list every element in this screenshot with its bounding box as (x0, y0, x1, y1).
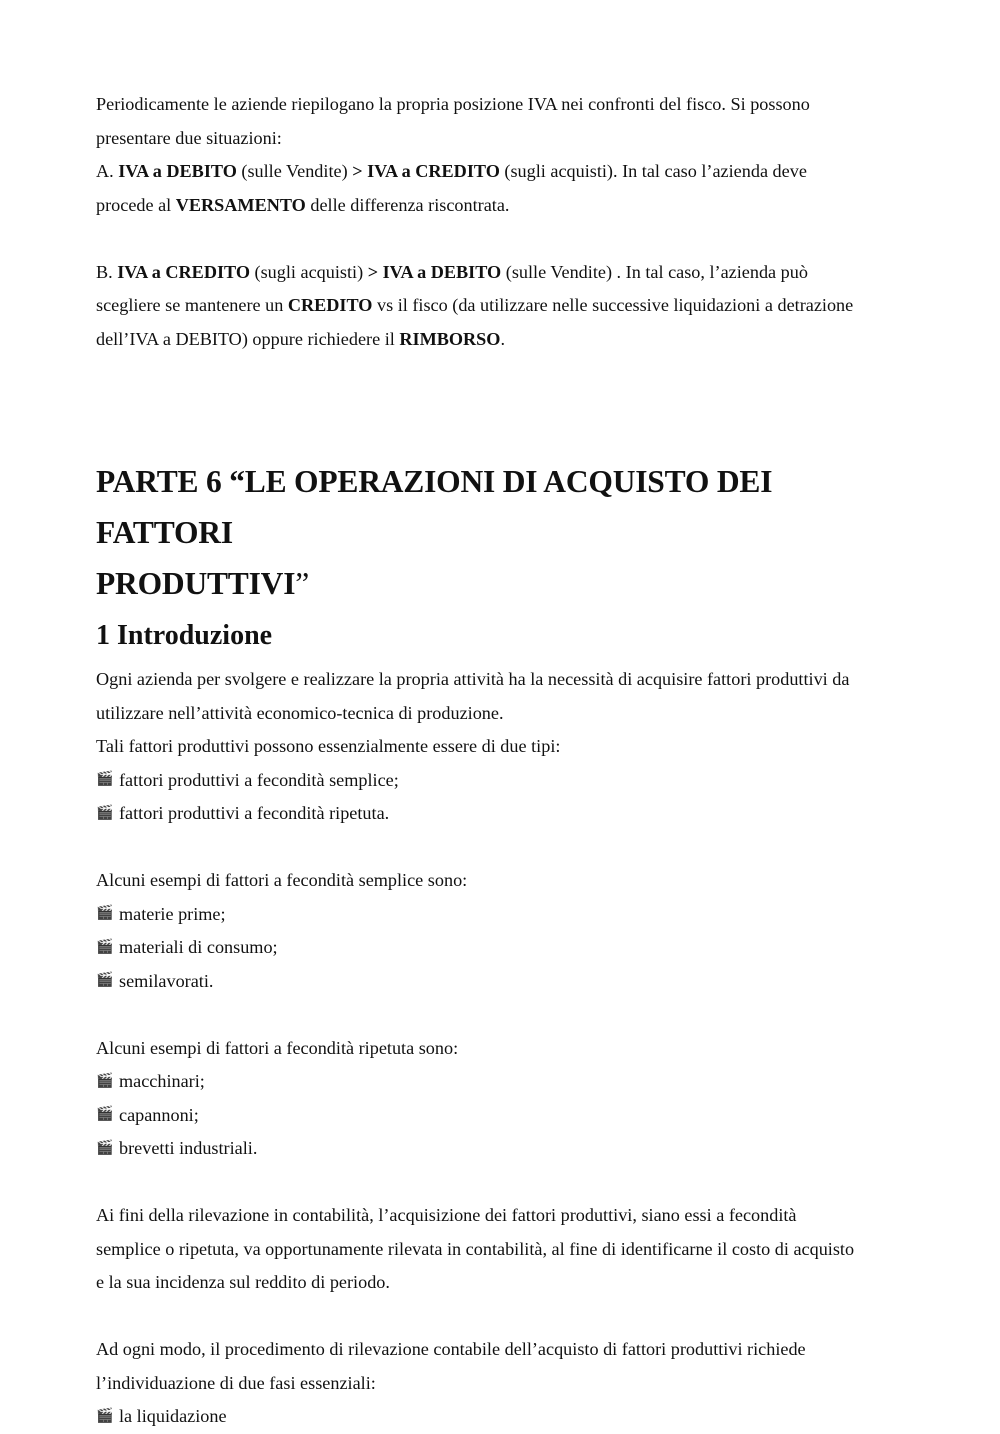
semplice-list (96, 898, 916, 999)
case-a-versamento: VERSAMENTO (175, 194, 306, 215)
list-item-text: brevetti industriali. (119, 1138, 258, 1158)
case-b-text3: scegliere se mantenere un (96, 295, 288, 315)
clapperboard-icon: 🎬 (96, 1107, 114, 1123)
clapperboard-icon: 🎬 (96, 1073, 114, 1089)
list-item-text: fattori produttivi a fecondità ripetuta. (119, 803, 390, 823)
phases-list (96, 1400, 916, 1434)
case-b-text6: . (500, 328, 505, 349)
list-item (96, 965, 916, 999)
p3-line1: Ai fini della rilevazione in contabilità, l’acquisizione dei fattori produttivi, siano essi a fecondità (96, 1205, 797, 1225)
p4-line2: l’individuazione di due fasi essenziali: (96, 1372, 376, 1393)
list-item-text: capannoni; (119, 1104, 199, 1125)
spacer (96, 1166, 916, 1200)
list-item (96, 1099, 916, 1133)
iva-case-b-line3 (96, 323, 916, 357)
p3-line3: e la sua incidenza sul reddito di periodo. (96, 1272, 390, 1292)
spacer (96, 222, 916, 256)
case-a-text1: (sulle Vendite) (236, 161, 353, 181)
spacer (96, 831, 916, 865)
section-title: 1 Introduzione (96, 620, 273, 651)
iva-intro-line1: Periodicamente le aziende riepilogano la propria posizione IVA nei confronti del fisco. Si possono (96, 94, 810, 114)
document-body (96, 88, 916, 1434)
intro-p1-line1: Ogni azienda per svolgere e realizzare la propria attività ha la necessità di acquisire fattori produttivi da (96, 669, 850, 689)
list-item (96, 1065, 916, 1099)
list-item-text: materiali di consumo; (119, 937, 278, 957)
list-item (96, 797, 916, 831)
clapperboard-icon: 🎬 (96, 805, 114, 821)
case-a-text3: procede al (96, 194, 176, 215)
case-b-credito: CREDITO (287, 295, 373, 315)
clapperboard-icon: 🎬 (96, 772, 114, 788)
case-b-rimborso: RIMBORSO (399, 328, 501, 349)
case-a-text4: delle differenza riscontrata. (305, 194, 510, 215)
case-b-iva-debito: > IVA a DEBITO (367, 261, 502, 282)
iva-intro-line2: presentare due situazioni: (96, 127, 282, 148)
semplice-intro: Alcuni esempi di fattori a fecondità semplice sono: (96, 870, 468, 890)
list-item-text: materie prime; (119, 903, 226, 924)
spacer (96, 998, 916, 1032)
list-item-text: la liquidazione (119, 1406, 227, 1426)
case-b-prefix: B. (96, 261, 118, 282)
case-a-prefix: A. (96, 161, 119, 181)
clapperboard-icon: 🎬 (96, 1408, 114, 1424)
list-item (96, 764, 916, 798)
chapter-heading-close-quote: ” (295, 566, 310, 601)
clapperboard-icon: 🎬 (96, 939, 114, 955)
clapperboard-icon: 🎬 (96, 906, 114, 922)
case-a-iva-debito: IVA a DEBITO (118, 161, 237, 181)
case-b-text1: (sugli acquisti) (249, 261, 368, 282)
list-item (96, 1132, 916, 1166)
chapter-heading-line1: PARTE 6 “LE OPERAZIONI DI ACQUISTO DEI FATTORI (96, 464, 773, 550)
case-a-text2: (sugli acquisti). In tal caso l’azienda deve (499, 161, 807, 181)
case-b-iva-credito: IVA a CREDITO (117, 261, 250, 282)
case-a-iva-credito: > IVA a CREDITO (352, 161, 500, 181)
clapperboard-icon: 🎬 (96, 973, 114, 989)
list-item-text: fattori produttivi a fecondità semplice; (119, 769, 399, 790)
intro-p1-line2: utilizzare nell’attività economico-tecnica di produzione. (96, 702, 504, 723)
chapter-heading-line2: PRODUTTIVI (96, 566, 296, 601)
ripetuta-intro: Alcuni esempi di fattori a fecondità ripetuta sono: (96, 1037, 459, 1058)
iva-case-b-line1 (96, 256, 916, 290)
case-b-text4: vs il fisco (da utilizzare nelle successive liquidazioni a detrazione (372, 295, 854, 315)
case-b-text5: dell’IVA a DEBITO) oppure richiedere il (96, 328, 400, 349)
clapperboard-icon: 🎬 (96, 1140, 114, 1156)
spacer (96, 356, 916, 456)
p3-line2: semplice o ripetuta, va opportunamente rilevata in contabilità, al fine di identificarne il costo di acquisto (96, 1238, 855, 1259)
chapter-heading (96, 456, 916, 609)
iva-case-b-line2 (96, 289, 916, 323)
types-list (96, 764, 916, 831)
list-item (96, 1400, 916, 1434)
intro-p2-line1: Tali fattori produttivi possono essenzialmente essere di due tipi: (96, 736, 561, 756)
iva-case-a-line1 (96, 155, 916, 189)
iva-case-a-line2 (96, 189, 916, 223)
list-item (96, 898, 916, 932)
spacer (96, 1300, 916, 1334)
p4-line1: Ad ogni modo, il procedimento di rilevazione contabile dell’acquisto di fattori produttivi richiede (96, 1339, 806, 1359)
case-b-text2: (sulle Vendite) . In tal caso, l’azienda può (501, 261, 808, 282)
list-item-text: semilavorati. (119, 970, 214, 991)
ripetuta-list (96, 1065, 916, 1166)
list-item-text: macchinari; (119, 1071, 205, 1091)
list-item (96, 931, 916, 965)
